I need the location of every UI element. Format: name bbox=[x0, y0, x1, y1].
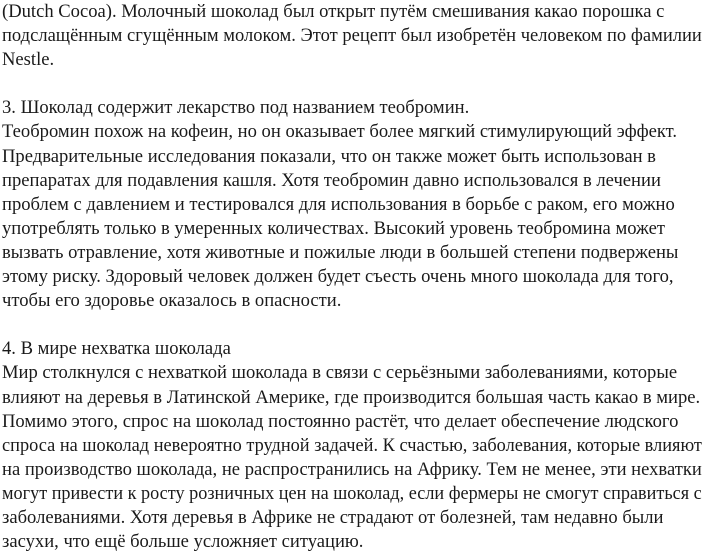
section-3 bbox=[2, 96, 702, 313]
text-line: спроса на шоколад невероятно трудной задачей. К счастью, заболевания, которые влияют bbox=[2, 434, 702, 456]
section-heading: 3. Шоколад содержит лекарство под названием теобромин. bbox=[2, 97, 470, 119]
text-line: заболеваниями. Хотя деревья в Африке не страдают от болезней, там недавно были bbox=[2, 506, 664, 528]
section-heading: 4. В мире нехватка шоколада bbox=[2, 338, 231, 360]
text-line: вызвать отравление, хотя животные и пожилые люди в большей степени подвержены bbox=[2, 241, 679, 263]
text-line: чтобы его здоровье оказалось в опасности. bbox=[2, 290, 342, 312]
text-line: употреблять только в умеренных количествах. Высокий уровень теобромина может bbox=[2, 217, 666, 239]
section-4 bbox=[2, 337, 702, 554]
text-line: этому риску. Здоровый человек должен будет съесть очень много шоколада для того, bbox=[2, 266, 674, 288]
text-line: Предварительные исследования показали, что он также может быть использован в bbox=[2, 145, 656, 167]
intro-paragraph bbox=[2, 0, 702, 72]
text-line: (Dutch Cocoa). Молочный шоколад был открыт путём смешивания какао порошка с bbox=[2, 1, 665, 22]
text-line: влияют на деревья в Латинской Америке, где производится большая часть какао в мире. bbox=[2, 386, 701, 408]
text-line: засухи, что ещё больше усложняет ситуацию. bbox=[2, 531, 364, 553]
text-line: проблем с давлением и тестировался для использования в борьбе с раком, его можно bbox=[2, 193, 675, 215]
text-line: на производство шоколада, не распространились на Африку. Тем не менее, эти нехватки bbox=[2, 458, 702, 480]
document-page bbox=[2, 0, 702, 554]
text-line: препаратах для подавления кашля. Хотя теобромин давно использовался в лечении bbox=[2, 169, 661, 191]
text-line: Мир столкнулся с нехваткой шоколада в связи с серьёзными заболеваниями, которые bbox=[2, 362, 678, 384]
text-line: подслащённым сгущённым молоком. Этот рецепт был изобретён человеком по фамилии bbox=[2, 25, 702, 47]
text-line: Теобромин похож на кофеин, но он оказывает более мягкий стимулирующий эффект. bbox=[2, 121, 678, 143]
paragraph-spacer bbox=[2, 313, 702, 337]
text-line: могут привести к росту розничных цен на шоколад, если фермеры не смогут справиться с bbox=[2, 482, 702, 504]
text-line: Помимо этого, спрос на шоколад постоянно растёт, что делает обеспечение людского bbox=[2, 410, 679, 432]
text-line: Nestle. bbox=[2, 49, 55, 71]
paragraph-spacer bbox=[2, 72, 702, 96]
